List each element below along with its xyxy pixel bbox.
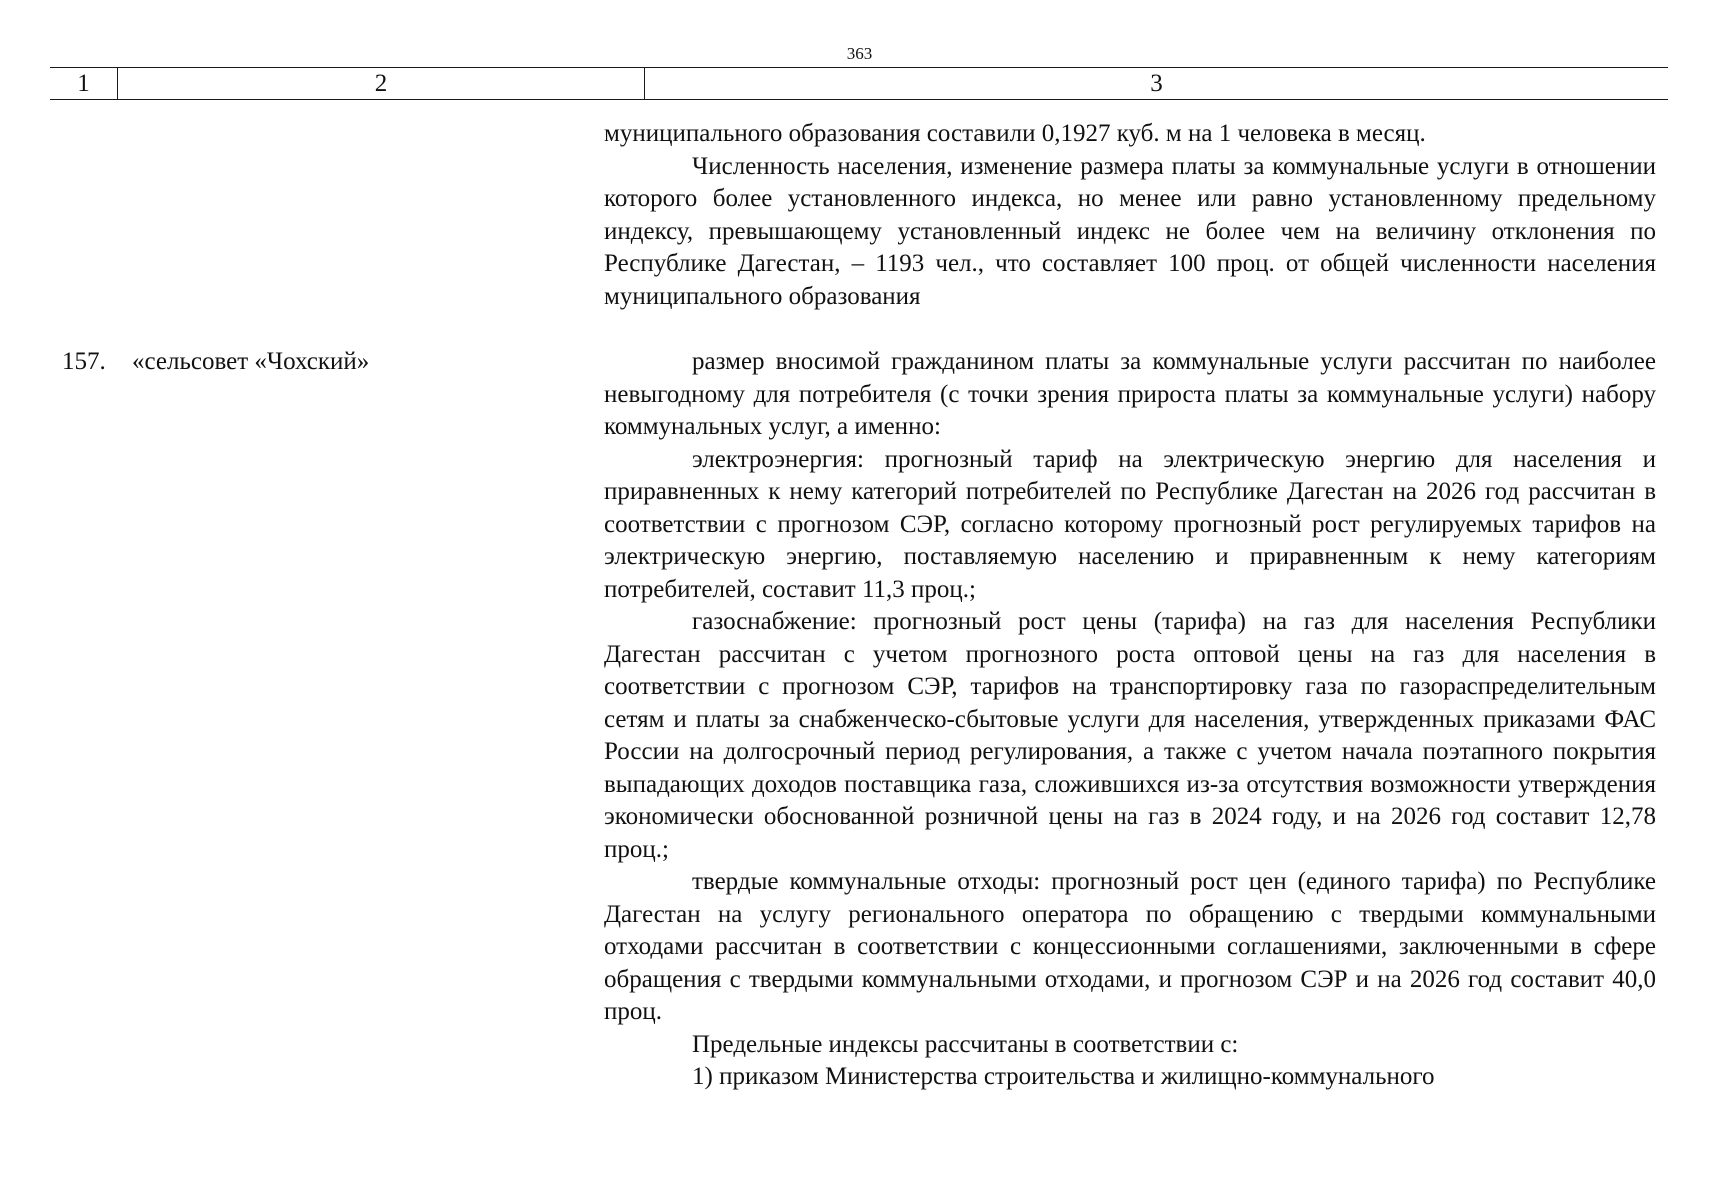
header-col-2: 2 [118, 68, 645, 99]
continuation-paragraph: муниципального образования составили 0,1927 куб. м на 1 человека в месяц. [604, 120, 1426, 147]
entry-paragraph: электроэнергия: прогнозный тариф на электрическую энергию для населения и приравненных к нему категорий потребителей по Республике Дагестан на 2026 год рассчитан в соответствии с прогнозом СЭР, согласно которому прогнозный рост регулируемых тарифов на электрическую энергию, поставляемую населению и приравненным к нему категориям потребителей, составит 11,3 проц.; [604, 445, 1656, 603]
entry-label [62, 346, 369, 378]
continuation-paragraph: Численность населения, изменение размера платы за коммунальные услуги в отношении которого более установленного индекса, но менее или равно установленному предельному индексу, превышающему установленный индекс не более чем на величину отклонения по Республике Дагестан, – 1193 чел., что составляет 100 проц. от общей численности населения муниципального образования [604, 152, 1656, 310]
table-header [50, 67, 1668, 100]
entry-paragraph: газоснабжение: прогнозный рост цены (тарифа) на газ для населения Республики Дагестан рассчитан с учетом прогнозного роста оптовой цены на газ для населения в соответствии с прогнозом СЭР, тарифов на транспортировку газа по газораспределительным сетям и платы за снабженческо-сбытовые услуги для населения, утвержденных приказами ФАС России на долгосрочный период регулирования, а также с учетом начала поэтапного покрытия выпадающих доходов поставщика газа, сложившихся из-за отсутствия возможности утверждения экономически обоснованной розничной цены на газ в 2024 году, и на 2026 год составит 12,78 проц.; [604, 608, 1656, 863]
header-col-1: 1 [50, 68, 118, 99]
entry-description [604, 346, 1656, 1094]
entry-paragraph: Предельные индексы рассчитаны в соответствии с: [692, 1030, 1239, 1058]
entry-number: 157. [62, 348, 106, 375]
page-number: 363 [846, 44, 873, 63]
header-col-3: 3 [1150, 69, 1163, 97]
continuation-text [604, 118, 1656, 313]
entry-paragraph: твердые коммунальные отходы: прогнозный рост цен (единого тарифа) по Республике Дагестан на услугу регионального оператора по обращению с твердыми коммунальными отходами рассчитан в соответствии с концессионными соглашениями, заключенными в сфере обращения с твердыми коммунальными отходами, и прогнозом СЭР и на 2026 год составит 40,0 проц. [604, 868, 1656, 1025]
entry-paragraph: размер вносимой гражданином платы за коммунальные услуги рассчитан по наиболее невыгодному для потребителя (с точки зрения прироста платы за коммунальные услуги) набору коммунальных услуг, а именно: [604, 348, 1656, 440]
entry-paragraph: 1) приказом Министерства строительства и жилищно-коммунального [692, 1063, 1435, 1090]
entry-name: «сельсовет «Чохский» [132, 348, 370, 375]
